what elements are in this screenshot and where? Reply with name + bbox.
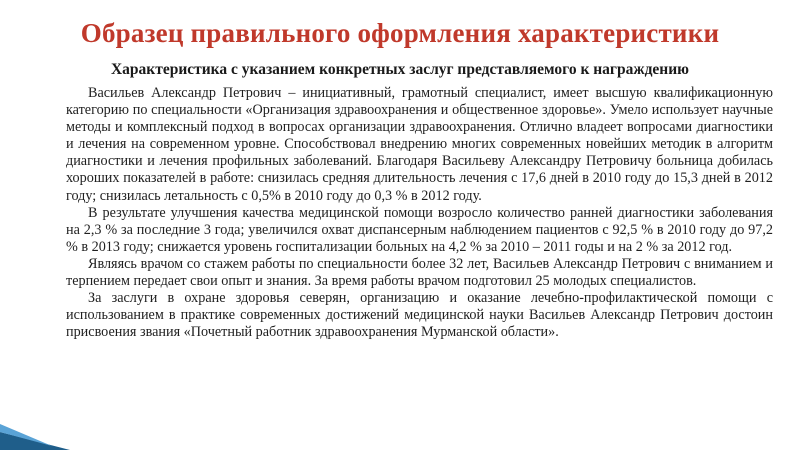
paragraph: В результате улучшения качества медицинской помощи возросло количество ранней диагностики заболевания на 2,3 % за последние 3 года; увеличился охват диспансерным наблюдением пациентов с 92,5 % в 2010 году до 97,2 % в 2013 году; снижается уровень госпитализации больных на 4,2 % за 2010 – 2011 годы и на 2 % за 2012 год. [66,204,773,255]
page-title: Образец правильного оформления характеристики [80,18,720,48]
paragraph: За заслуги в охране здоровья северян, организацию и оказание лечебно-профилактической помощи с использованием в практике современных достижений медицинской науки Васильев Александр Петрович достоин присвоения звания «Почетный работник здравоохранения Мурманской области». [66,290,773,341]
paragraph: Являясь врачом со стажем работы по специальности более 32 лет, Васильев Александр Петрович с вниманием и терпением передает свои опыт и знания. За время работы врачом подготовил 25 молодых специалистов. [66,255,773,290]
document-body [66,85,773,341]
paragraph: Васильев Александр Петрович – инициативный, грамотный специалист, имеет высшую квалификационную категорию по специальности «Организация здравоохранения и общественное здоровье». Умело использует научные методы и комплексный подход в вопросах организации здравоохранения. Отлично владеет вопросами диагностики и лечения на современном уровне. Способствовал внедрению многих современных новейших методик в алгоритм диагностики и лечения профильных заболеваний. Благодаря Васильеву Александру Петровичу больница добилась хороших показателей в работе: снизилась средняя длительность лечения с 17,6 дней в 2010 году до 15,3 дней в 2012 году; снизилась летальность с 0,5% в 2010 году до 0,3 % в 2012 году. [66,85,773,204]
document-subtitle: Характеристика с указанием конкретных заслуг представляемого к награждению [110,61,690,78]
corner-decoration-icon [0,410,70,450]
